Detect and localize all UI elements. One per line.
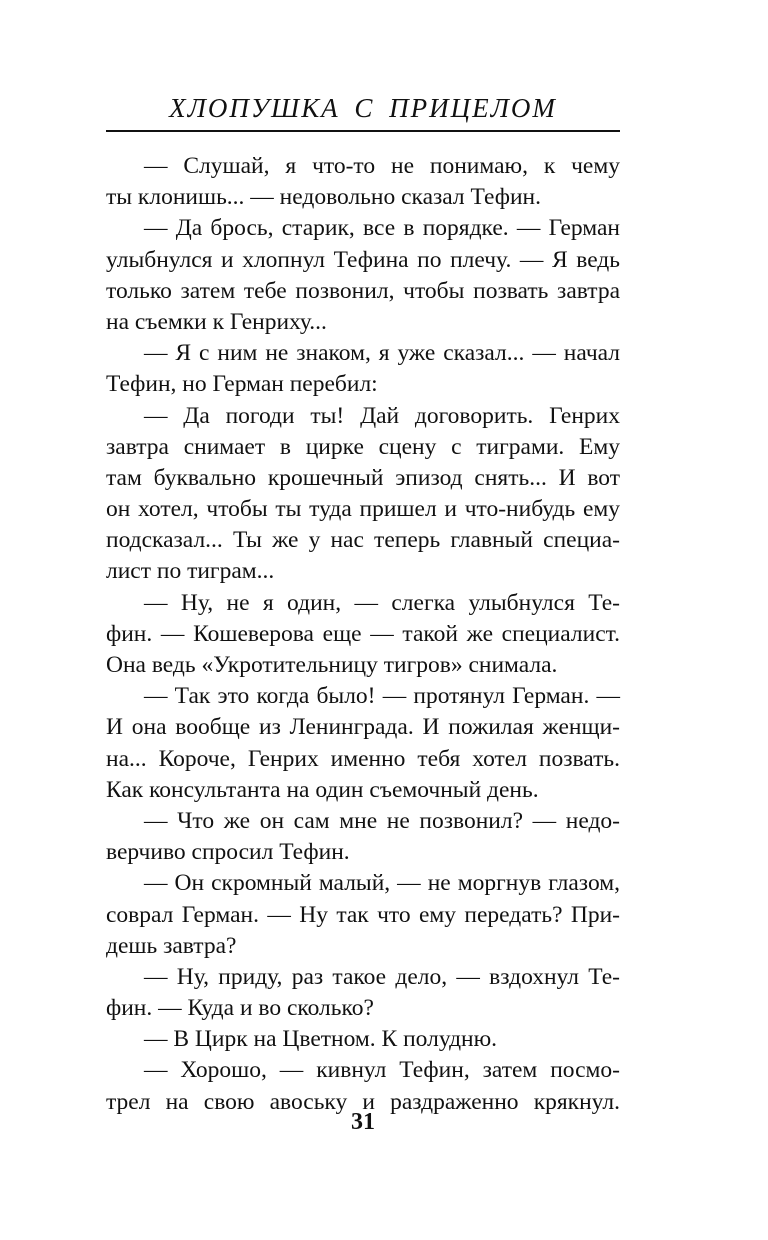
text-line: — Что же он сам мне не позвонил? — недо- — [144, 807, 620, 834]
text-line: дешь завтра? — [106, 932, 237, 959]
body-text — [106, 151, 620, 1118]
text-line: — Да погоди ты! Дай договорить. Генрих — [144, 402, 620, 429]
text-line: только затем тебе позвонил, чтобы позвать завтра — [106, 277, 620, 304]
text-line: лист по тиграм... — [106, 558, 275, 585]
text-line: — В Цирк на Цветном. К полудню. — [144, 1026, 498, 1053]
text-line: фин. — Кошеверова еще — такой же специалист. — [106, 620, 620, 647]
text-line: он хотел, чтобы ты туда пришел и что-нибудь ему — [106, 496, 620, 523]
text-line: на... Короче, Генрих именно тебя хотел позвать. — [106, 745, 620, 772]
text-line: Тефин, но Герман перебил: — [106, 371, 378, 398]
text-line: верчиво спросил Тефин. — [106, 839, 350, 866]
text-line: завтра снимает в цирке сцену с тиграми. Ему — [106, 433, 620, 460]
header-rule — [106, 130, 620, 132]
text-line: — Так это когда было! — протянул Герман. — — [144, 683, 620, 710]
text-line: — Он скромный малый, — не моргнув глазом, — [144, 870, 620, 897]
text-line: — Да брось, старик, все в порядке. — Герман — [144, 215, 620, 242]
text-line: Она ведь «Укротительницу тигров» снимала. — [106, 652, 558, 678]
text-line: там буквально крошечный эпизод снять... И вот — [106, 464, 620, 491]
text-line: И она вообще из Ленинграда. И пожилая женщи- — [106, 714, 620, 741]
text-line: — Хорошо, — кивнул Тефин, затем посмо- — [144, 1057, 620, 1084]
text-line: улыбнулся и хлопнул Тефина по плечу. — Я ведь — [106, 246, 620, 273]
text-line: трел на свою авоську и раздраженно крякнул. — [106, 1088, 620, 1115]
text-line: на съемки к Генриху... — [106, 308, 327, 335]
text-line: — Слушай, я что-то не понимаю, к чему — [144, 153, 620, 179]
text-line: фин. — Куда и во сколько? — [106, 995, 374, 1022]
text-line: — Я с ним не знаком, я уже сказал... — начал — [144, 340, 620, 367]
text-line: подсказал... Ты же у нас теперь главный специа- — [106, 527, 620, 554]
text-line: — Ну, приду, раз такое дело, — вздохнул Те- — [144, 963, 620, 990]
text-line: Как консультанта на один съемочный день. — [106, 776, 539, 803]
text-line: — Ну, не я один, — слегка улыбнулся Те- — [144, 589, 620, 616]
text-line: соврал Герман. — Ну так что ему передать? При- — [106, 901, 620, 928]
text-line: ты клонишь... — недовольно сказал Тефин. — [106, 184, 541, 211]
page-number: 31 — [351, 1109, 375, 1135]
running-title: ХЛОПУШКА С ПРИЦЕЛОМ — [169, 93, 557, 123]
